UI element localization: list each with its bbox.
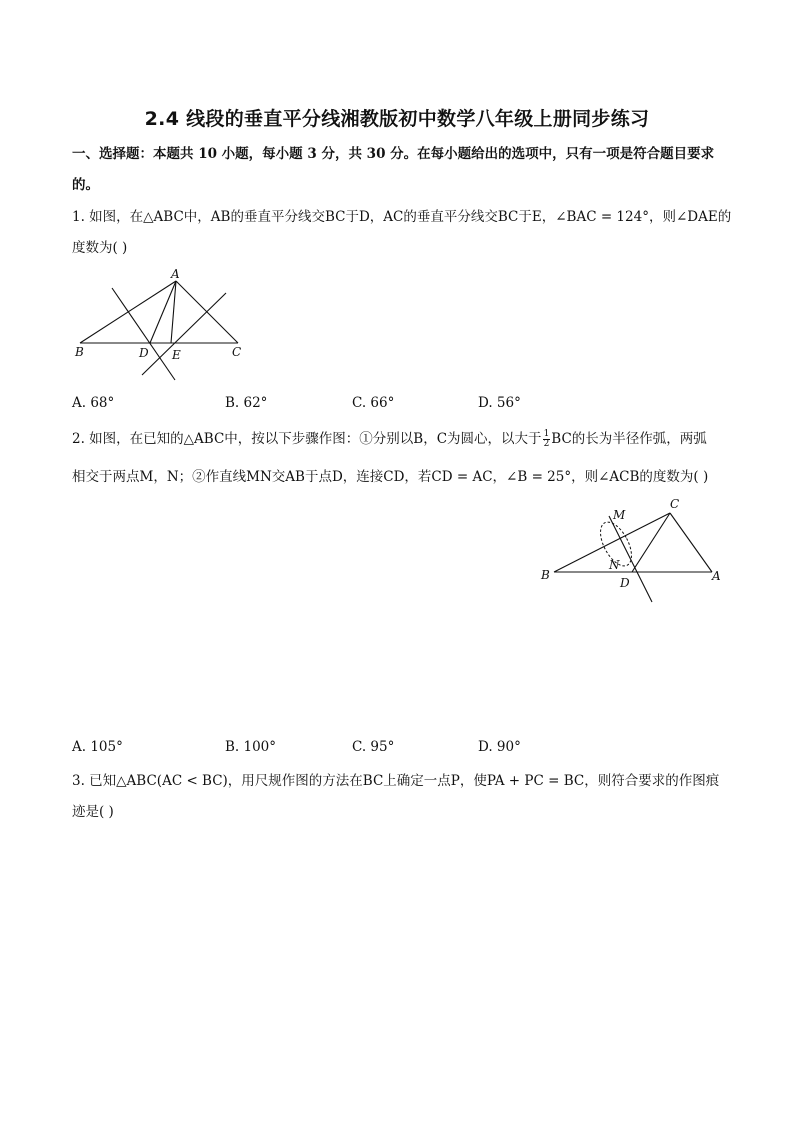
q2-choice-b[interactable]: B. 100° <box>225 739 277 755</box>
q3-text-line1: 3. 已知△ABC(AC < BC)，用尺规作图的方法在BC上确定一点P，使PA + PC = BC，则符合要求的作图痕 <box>72 773 720 789</box>
q1-choice-c[interactable]: C. 66° <box>352 395 395 411</box>
q1-fig-label-b: B <box>75 345 84 359</box>
q1-fig-label-e: E <box>172 348 181 362</box>
q2-fig-label-d: D <box>620 576 630 590</box>
q1-fig-label-c: C <box>232 345 242 359</box>
q1-text-line1: 1. 如图，在△ABC中，AB的垂直平分线交BC于D，AC的垂直平分线交BC于E，∠BAC = 124°，则∠DAE的 <box>72 209 732 225</box>
q2-fraction <box>543 430 551 449</box>
q2-text-line1-part1: 2. 如图，在已知的△ABC中，按以下步骤作图：①分别以B，C为圆心，以大于 <box>72 431 542 447</box>
q2-choice-c[interactable]: C. 95° <box>352 739 395 755</box>
q1-choice-a[interactable]: A. 68° <box>72 395 115 411</box>
q2-text-line1-part2: BC的长为半径作弧，两弧 <box>551 431 707 447</box>
q2-choices <box>72 739 722 759</box>
section-heading-line1: 一、选择题：本题共 10 小题，每小题 3 分，共 30 分。在每小题给出的选项中，只有一项是符合题目要求 <box>72 146 715 162</box>
q2-text-line2: 相交于两点M，N；②作直线MN交AB于点D，连接CD，若CD = AC，∠B = 25°，则∠ACB的度数为( ) <box>72 469 709 485</box>
q2-frac-denominator: 2 <box>543 439 550 449</box>
q2-fig-label-n: N <box>609 558 620 572</box>
q3-text-line2: 迹是( ) <box>72 804 114 820</box>
q2-fig-label-m: M <box>613 508 626 522</box>
page-title: 2.4 线段的垂直平分线湘教版初中数学八年级上册同步练习 <box>144 108 650 130</box>
q2-fig-label-a: A <box>712 569 721 583</box>
q2-figure <box>536 494 726 606</box>
q2-choice-a[interactable]: A. 105° <box>72 739 123 755</box>
q1-fig-label-a: A <box>171 267 180 281</box>
q2-choice-d[interactable]: D. 90° <box>478 739 521 755</box>
section-heading-line2: 的。 <box>72 177 99 193</box>
q1-figure <box>70 264 260 384</box>
q1-choice-b[interactable]: B. 62° <box>225 395 268 411</box>
q1-fig-label-d: D <box>139 346 149 360</box>
q1-choices <box>72 395 722 415</box>
q1-choice-d[interactable]: D. 56° <box>478 395 521 411</box>
q2-frac-numerator: 1 <box>543 429 550 439</box>
q2-text-line1 <box>72 429 722 449</box>
q1-text-line2: 度数为( ) <box>72 240 128 256</box>
q2-fig-label-b: B <box>541 568 550 582</box>
q2-fig-label-c: C <box>670 497 680 511</box>
